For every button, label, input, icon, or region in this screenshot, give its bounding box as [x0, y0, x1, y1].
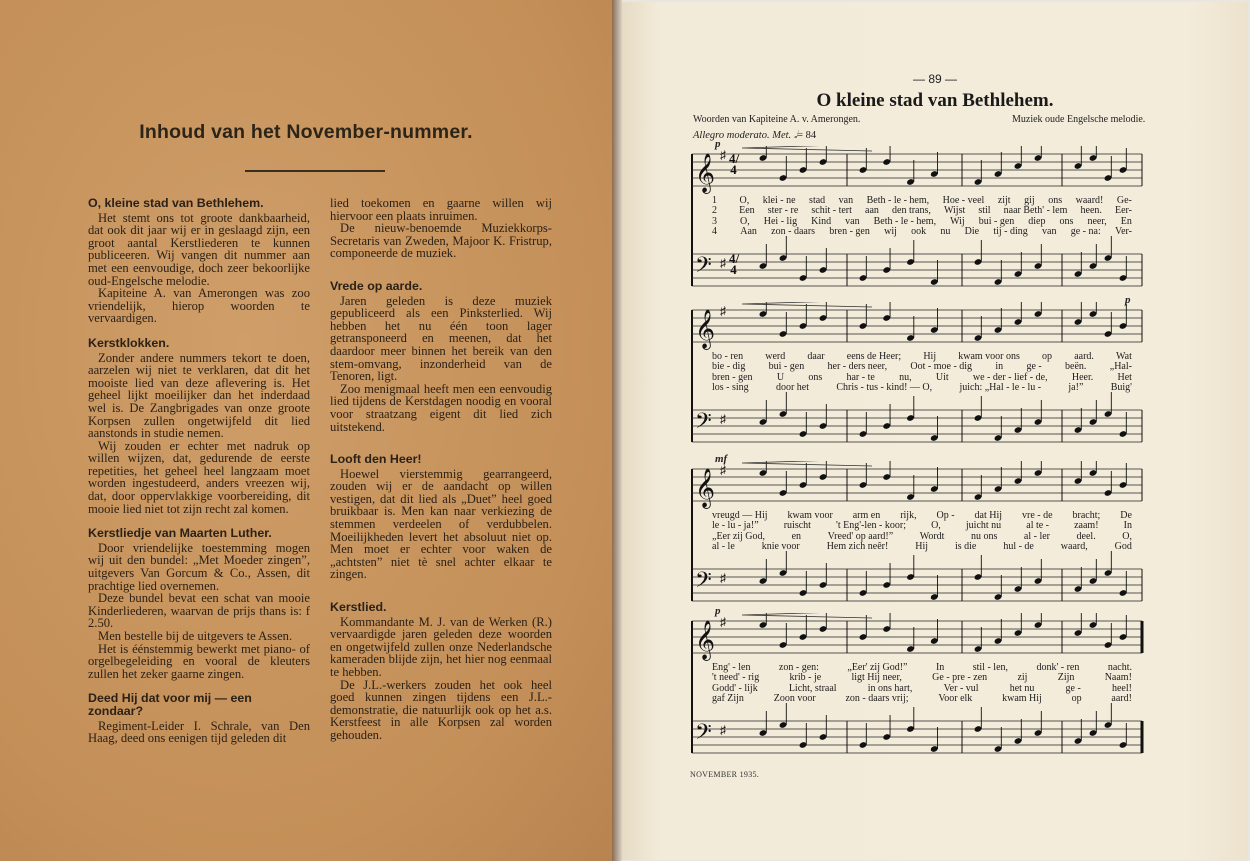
bass-clef-icon: 𝄢 [695, 720, 712, 749]
lyric-syllable: Hij [915, 540, 929, 552]
lyric-syllable: Die [964, 225, 980, 237]
lyric-syllable: van [845, 215, 860, 227]
lyric-syllable: Ge - pre - zen [932, 672, 988, 684]
half-note-icon: 𝅗𝅥 [793, 130, 798, 141]
lyric-syllable: kwam voor ons [958, 351, 1020, 362]
lyric-syllable: in [995, 361, 1004, 373]
lyric-syllable: Naam! [1104, 672, 1132, 684]
lyric-syllable: heel! [1111, 682, 1132, 694]
lyric-syllable: beën. [1065, 361, 1087, 373]
lyric-syllable: al - ler [1023, 530, 1051, 542]
lyrics-block [712, 663, 1132, 704]
lyric-syllable: heen. [1080, 205, 1102, 217]
lyric-syllable: aard. [1074, 351, 1094, 362]
lyrics-block [712, 511, 1132, 552]
lyric-syllable: Ver- [1114, 225, 1132, 237]
lyric-syllable: Voor elk [938, 692, 973, 704]
lyric-syllable: bui - gen [768, 361, 805, 373]
section-paragraph: Jaren geleden is deze muziek gepubliceerd als een Pinksterlied. Wij hebben het nu één toon lager getransponeerd en meenen, dat het daardoor meer binnen het bereik van den stem-omvang, inzonderheid van de Tenoren, ligt. [330, 293, 552, 384]
lyric-syllable: op [1042, 351, 1053, 362]
lyric-syllable: God [1114, 540, 1132, 552]
lyric-syllable: Heer. [1071, 371, 1094, 383]
lyric-syllable: ligt Hij neer, [851, 672, 902, 684]
lyric-syllable: klei - ne [762, 195, 796, 206]
lyric-syllable: wij [884, 225, 897, 237]
section-paragraph: Regiment-Leider I. Schrale, van Den Haag, deed ons eenigen tijd geleden dit [88, 718, 310, 746]
lyric-syllable: Wijst [943, 205, 966, 217]
section-paragraph: Het is éénstemmig bewerkt met piano- of orgelbegeleiding en vooral de kleuters zullen het zeker gaarne zingen. [88, 641, 310, 681]
toc-section [330, 453, 552, 581]
lyric-syllable: ons [1059, 215, 1074, 227]
lyric-syllable: Hei - lig [763, 215, 798, 227]
lyric-syllable: U [776, 371, 785, 383]
lyric-syllable: het nu [1009, 682, 1035, 694]
lyric-syllable: bren - gen [712, 371, 753, 383]
lyric-syllable: neer, [1087, 215, 1107, 227]
lyric-syllable: schit - tert [811, 205, 852, 217]
tempo-marking [693, 130, 816, 142]
tempo-text: Allegro moderato. Met. [693, 130, 792, 141]
lyric-syllable: van [838, 195, 854, 206]
lyric-syllable: le - lu - ja!” [712, 520, 759, 532]
lyric-syllable: nu ons [970, 530, 998, 542]
treble-clef-icon: 𝄞 [695, 470, 716, 507]
lyric-syllable: zaam! [1074, 520, 1099, 532]
lyric-syllable: 4 [712, 225, 717, 237]
lyric-syllable: krib - je [789, 672, 822, 684]
lyric-syllable: ge - [1026, 361, 1042, 373]
lyrics-verse-line [712, 383, 1132, 393]
lyric-syllable: gij [1024, 195, 1035, 206]
section-paragraph: Men bestelle bij de uitgevers te Assen. [98, 629, 293, 643]
lyric-syllable: 't need' - rig [712, 672, 760, 684]
lyric-syllable: Ver - vul [943, 682, 979, 694]
toc-section [88, 197, 310, 325]
lyric-syllable: diep [1028, 215, 1046, 227]
page-number: — 89 — [912, 72, 957, 86]
lyric-syllable: ja!” [1068, 381, 1084, 393]
lyric-syllable: aan [865, 205, 879, 217]
bass-clef-icon: 𝄢 [695, 568, 712, 597]
section-heading: Looft den Heer! [330, 452, 422, 467]
lyric-syllable: stil [978, 205, 991, 217]
lyric-syllable: O, [740, 215, 750, 227]
lyric-syllable: Oot - moe - dig [910, 361, 973, 373]
lyric-syllable: knie voor [761, 540, 800, 552]
section-paragraph: Wij zouden er echter met nadruk op willen wijzen, dat, gedurende de eerste repetities, het geheel heel langzaam moet worden ingestudeerd, anders vreezen wij, dat, door oppervlakkige voorbereiding, dit mooie lied niet tot zijn recht zal komen. [88, 438, 310, 516]
lyrics-verse-line [712, 542, 1132, 552]
lyric-syllable: In [935, 662, 945, 673]
section-heading: Kerstklokken. [88, 335, 170, 350]
lyric-syllable: Een [739, 205, 755, 217]
lyric-syllable: O, [739, 195, 750, 206]
lyric-syllable: door het [775, 381, 810, 393]
key-signature-sharp: ♯ [720, 615, 726, 629]
lyric-syllable: In [1123, 520, 1132, 532]
lyric-syllable: En [1120, 215, 1132, 227]
section-paragraph: De nieuw-benoemde Muziekkorps-Secretaris van Zweden, Majoor K. Fristrup, componeerde de muziek. [330, 221, 552, 261]
key-signature-sharp: ♯ [720, 571, 726, 585]
lyric-syllable: Eng' - len [712, 662, 751, 673]
lyric-syllable: vreugd — Hij [712, 510, 768, 521]
lyric-syllable: hul - de [1003, 540, 1034, 552]
lyric-syllable: bren - gen [829, 225, 870, 237]
lyric-syllable: ge - na: [1070, 225, 1101, 237]
lyric-syllable: nacht. [1107, 662, 1132, 673]
lyric-syllable: bie - dig [712, 361, 746, 373]
lyric-syllable: dat Hij [974, 510, 1003, 521]
words-credit: Woorden van Kapiteine A. v. Amerongen. [693, 114, 861, 125]
toc-column-right [330, 197, 552, 762]
lyric-syllable: Wordt [919, 530, 945, 542]
lyric-syllable: Hij [923, 351, 937, 362]
lyric-syllable: den trans, [892, 205, 931, 217]
toc-section [88, 527, 310, 680]
bass-clef-icon: 𝄢 [695, 253, 712, 282]
lyric-syllable: ons [1048, 195, 1063, 206]
section-heading: Kerstlied. [330, 600, 387, 615]
lyric-syllable: Zoon voor [773, 692, 816, 704]
section-heading: O, kleine stad van Bethlehem. [88, 196, 264, 210]
dynamic-marking: mf [715, 453, 728, 465]
section-paragraph: Zoo menigmaal heeft men een eenvoudig lied tijdens de Kerstdagen noodig en vooral voor straatzang eigent dit lied zich uitstekend. [330, 381, 552, 434]
lyric-syllable: 3 [712, 215, 717, 227]
section-paragraph: Kommandante M. J. van de Werken (R.) vervaardigde jaren geleden deze woorden en ongetwijfeld zullen onze Nederlandsche kameraden blijde zijn, het hier nog eenmaal te hebben. [330, 614, 552, 679]
lyric-syllable: tij - ding [993, 225, 1028, 237]
section-paragraph: Zonder andere nummers tekort te doen, aarzelen wij niet te verklaren, dat dit het mooiste lied van deze aflevering is. Het geheel lijkt moeilijker dan het inderdaad wel is. De Zangbrigades van onze groote Korpsen zullen ongetwijfeld dit lied aanstonds in studie nemen. [88, 350, 310, 441]
lyric-syllable: Het [1117, 371, 1132, 383]
lyric-syllable: 1 [712, 195, 717, 206]
lyric-syllable: Hem zich neêr! [826, 540, 889, 552]
key-signature-sharp: ♯ [720, 304, 726, 318]
lyric-syllable: Eer- [1114, 205, 1132, 217]
toc-section [330, 280, 552, 433]
lyric-syllable: kwam Hij [1002, 692, 1042, 704]
lyric-syllable: „Eer' zij God!” [847, 662, 908, 673]
section-paragraph: Het stemt ons tot groote dankbaarheid, dat ook dit jaar wij er in geslaagd zijn, een groot aantal Kerstliederen te kunnen publiceeren. Wij vangen dit nummer aan met een eenvoudige, doch zeer bekoorlijke oud-Engelsche melodie. [88, 210, 310, 288]
key-signature-sharp: ♯ [720, 256, 726, 270]
dynamic-marking: p [715, 138, 721, 150]
lyric-syllable: Uit [935, 371, 949, 383]
lyric-syllable: zon - daars vrij; [845, 692, 909, 704]
toc-title: Inhoud van het November-nummer. [139, 121, 473, 143]
lyric-syllable: ook [911, 225, 927, 237]
lyric-syllable: bracht; [1072, 510, 1101, 521]
lyric-syllable: Vreed' op aard!” [827, 530, 894, 542]
lyric-syllable: O, [1122, 530, 1132, 542]
lyric-syllable: stil - len, [972, 662, 1009, 673]
key-signature-sharp: ♯ [720, 148, 726, 162]
issue-footer: NOVEMBER 1935. [690, 770, 760, 779]
lyric-syllable: zon - gen: [778, 662, 819, 673]
lyric-syllable: rijk, [900, 510, 917, 521]
toc-section [330, 197, 552, 260]
toc-column-left [88, 197, 310, 757]
title-divider [245, 170, 385, 172]
key-signature-sharp: ♯ [720, 723, 726, 737]
page-gutter [612, 0, 622, 861]
lyric-syllable: zijt [997, 195, 1011, 206]
lyric-syllable: „Eer zij God, [712, 530, 766, 542]
lyric-syllable: ruischt [783, 520, 811, 532]
lyric-syllable: Kind [811, 215, 832, 227]
lyric-syllable: en [791, 530, 802, 542]
lyric-syllable: naar Beth' - lem [1003, 205, 1068, 217]
lyric-syllable: Godd' - lijk [712, 682, 758, 694]
lyric-syllable: bo - ren [712, 351, 744, 362]
lyric-syllable: kwam voor [787, 510, 833, 521]
lyric-syllable: nu [940, 225, 951, 237]
music-credit: Muziek oude Engelsche melodie. [1012, 114, 1146, 125]
lyric-syllable: ge - [1065, 682, 1081, 694]
lyrics-verse-line [712, 362, 1132, 372]
crescendo-hairpin [742, 146, 872, 151]
lyric-syllable: Wat [1116, 351, 1132, 362]
lyric-syllable: eens de Heer; [846, 351, 902, 362]
lyrics-verse-line [712, 511, 1132, 521]
lyrics-verse-line [712, 694, 1132, 704]
lyric-syllable: Beth - le - hem, [873, 215, 937, 227]
lyric-syllable: daar [807, 351, 825, 362]
time-signature: 4/4 [729, 251, 740, 277]
lyric-syllable: juicht nu [965, 520, 1002, 532]
lyric-syllable: ons [808, 371, 823, 383]
lyric-syllable: Wij [950, 215, 965, 227]
lyric-syllable: deel. [1076, 530, 1096, 542]
lyric-syllable: har - te [846, 371, 875, 383]
metronome-value: = 84 [797, 130, 817, 141]
lyric-syllable: gaf Zijn [712, 692, 744, 704]
lyric-syllable: bui - gen [978, 215, 1015, 227]
lyric-syllable: nu, [899, 371, 912, 383]
toc-section [88, 337, 310, 515]
lyric-syllable: op [1071, 692, 1082, 704]
section-heading: Deed Hij dat voor mij — een zondaar? [88, 691, 252, 718]
treble-clef-icon: 𝄞 [695, 155, 716, 192]
lyric-syllable: Buig' [1110, 381, 1132, 393]
key-signature-sharp: ♯ [720, 463, 726, 477]
section-paragraph: Hoewel vierstemmig gearrangeerd, zouden wij er de aandacht op willen vestigen, dat dit lied als „Duet” heel goed bruikbaar is. Men kan naar verkiezing de stemmen verdeelen of verdubbelen. Moeilijkheden levert het absoluut niet op. Men moet er echter voor waken de „achtsten” niet tè snel achter elkaar te zingen. [330, 466, 552, 582]
lyric-syllable: Hoe - veel [942, 195, 985, 206]
lyric-syllable: waard, [1060, 540, 1088, 552]
lyric-syllable: waard! [1075, 195, 1104, 206]
lyrics-block [712, 352, 1132, 393]
treble-clef-icon: 𝄞 [695, 622, 716, 659]
lyric-syllable: Beth - le - hem, [866, 195, 930, 206]
lyric-syllable: in ons hart, [867, 682, 913, 694]
section-paragraph: Door vriendelijke toestemming mogen wij uit den bundel: „Met Moeder zingen”, uitgevers Van Gorcum & Co., Assen, dit prachtige lied overnemen. [88, 540, 310, 593]
lyric-syllable: De [1120, 510, 1132, 521]
lyric-syllable: juich: „Hal - le - lu - [959, 381, 1042, 393]
lyric-syllable: Ge- [1116, 195, 1132, 206]
dynamic-marking: p [715, 605, 721, 617]
lyric-syllable: los - sing [712, 381, 749, 393]
time-signature: 4/4 [729, 151, 740, 177]
lyric-syllable: al te - [1026, 520, 1050, 532]
lyric-syllable: van [1042, 225, 1057, 237]
lyric-syllable: werd [765, 351, 786, 362]
key-signature-sharp: ♯ [720, 412, 726, 426]
lyric-syllable: Licht, straal [788, 682, 837, 694]
section-paragraph: Kapiteine A. van Amerongen was zoo vriendelijk, hierop woorden te vervaardigen. [88, 286, 310, 326]
lyric-syllable: Aan [740, 225, 757, 237]
lyric-syllable: „Hal- [1109, 361, 1132, 373]
lyric-syllable: 't Eng'-len - koor; [836, 520, 906, 532]
lyric-syllable: we - der - lief - de, [972, 371, 1048, 383]
section-heading: Vrede op aarde. [330, 278, 423, 293]
lyric-syllable: al - le [712, 540, 735, 552]
lyrics-verse-line [712, 227, 1132, 237]
lyric-syllable: arm en [852, 510, 881, 521]
lyric-syllable: 2 [712, 205, 717, 217]
lyric-syllable: her - ders neer, [827, 361, 888, 373]
dynamic-marking: p [1125, 294, 1131, 306]
lyric-syllable: donk' - ren [1036, 662, 1080, 673]
section-paragraph: Deze bundel bevat een schat van mooie Kinderliederen, waarvan de prijs thans is: f 2.50. [88, 591, 310, 631]
lyric-syllable: stad [809, 195, 826, 206]
lyric-syllable: O, [931, 520, 941, 532]
toc-section [330, 601, 552, 742]
lyrics-block [712, 196, 1132, 237]
lyric-syllable: aard! [1111, 692, 1132, 704]
lyric-syllable: Chris - tus - kind! — O, [836, 381, 933, 393]
treble-clef-icon: 𝄞 [695, 311, 716, 348]
lyric-syllable: Zijn [1057, 672, 1075, 684]
lyric-syllable: is die [954, 540, 977, 552]
section-heading: Kerstliedje van Maarten Luther. [88, 526, 272, 541]
lyric-syllable: ster - re [767, 205, 799, 217]
toc-section [88, 692, 310, 744]
section-paragraph: De J.L.-werkers zouden het ook heel goed kunnen zingen tijdens een J.L.-demonstratie, die natuurlijk ook op het a.s. Kerstfeest in alle Korpsen zal worden gehouden. [330, 677, 552, 742]
song-title: O kleine stad van Bethlehem. [816, 90, 1054, 111]
section-paragraph: lied toekomen en gaarne willen wij hiervoor een plaats inruimen. [330, 196, 552, 223]
lyric-syllable: zon - daars [771, 225, 816, 237]
bass-clef-icon: 𝄢 [695, 409, 712, 438]
lyric-syllable: vre - de [1022, 510, 1053, 521]
lyric-syllable: Op - [936, 510, 955, 521]
lyric-syllable: zij [1017, 672, 1028, 684]
